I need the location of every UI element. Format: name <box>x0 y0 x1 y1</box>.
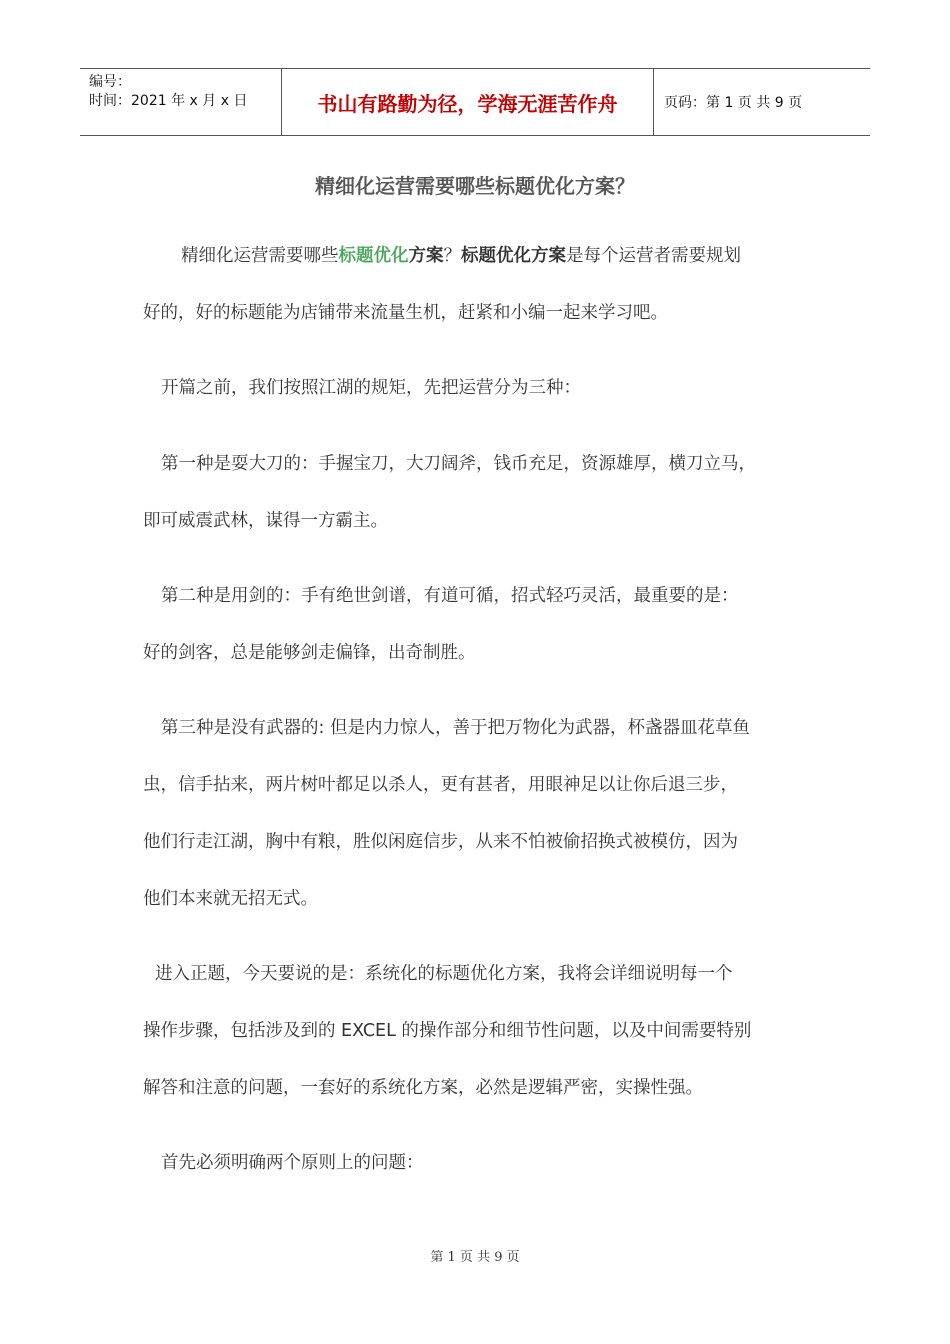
paragraph-3-line-1: 第一种是耍大刀的：手握宝刀，大刀阔斧，钱币充足，资源雄厚，横刀立马， <box>161 454 756 474</box>
document-body <box>143 236 815 1183</box>
text-run: ？ <box>443 246 461 266</box>
paragraph-5-line-1: 第三种是没有武器的: 但是内力惊人，善于把万物化为武器，杯盏器皿花草鱼 <box>161 718 750 738</box>
text-run: 是每个运营者需要规划 <box>566 246 741 266</box>
paragraph-4-line-1: 第二种是用剑的：手有绝世剑谱，有道可循，招式轻巧灵活，最重要的是： <box>161 586 739 606</box>
paragraph-2-line-1: 开篇之前，我们按照江湖的规矩，先把运营分为三种： <box>161 378 581 398</box>
paragraph-3-line-2: 即可威震武林，谋得一方霸主。 <box>143 511 388 531</box>
page-info-cell <box>654 69 870 135</box>
document-title: 精细化运营需要哪些标题优化方案？ <box>315 174 635 198</box>
motto-text: 书山有路勤为径，学海无涯苦作舟 <box>317 91 618 116</box>
paragraph-1-line-1 <box>143 236 815 276</box>
highlight-keyword-link[interactable]: 标题优化 <box>338 246 409 266</box>
time-label: 时间：2021 年 x 月 x 日 <box>89 93 248 109</box>
bold-keyword: 方案 <box>408 246 444 266</box>
paragraph-6-line-1: 进入正题，今天要说的是：系统化的标题优化方案，我将会详细说明每一个 <box>155 964 733 984</box>
paragraph-4-line-2: 好的剑客，总是能够剑走偏锋，出奇制胜。 <box>143 643 476 663</box>
paragraph-6-line-2: 操作步骤，包括涉及到的 EXCEL 的操作部分和细节性问题，以及中间需要特别 <box>143 1021 752 1041</box>
page-footer: 第 1 页 共 9 页 <box>430 1250 520 1265</box>
bold-keyword: 标题优化方案 <box>461 246 566 266</box>
paragraph-5-line-2: 虫，信手拈来，两片树叶都足以杀人，更有甚者，用眼神足以让你后退三步， <box>143 775 738 795</box>
paragraph-5-line-3: 他们行走江湖，胸中有粮，胜似闲庭信步，从来不怕被偷招换式被模仿，因为 <box>143 832 738 852</box>
number-label: 编号： <box>89 74 131 90</box>
paragraph-1-line-2: 好的，好的标题能为店铺带来流量生机，赶紧和小编一起来学习吧。 <box>143 303 668 323</box>
motto-cell <box>281 69 654 135</box>
page-info-text: 页码：第 1 页 共 9 页 <box>664 95 803 111</box>
header-left-cell <box>80 69 281 135</box>
text-run: 精细化运营需要哪些 <box>181 246 339 266</box>
paragraph-6-line-3: 解答和注意的问题，一套好的系统化方案，必然是逻辑严密，实操性强。 <box>143 1078 703 1098</box>
paragraph-7-line-1: 首先必须明确两个原则上的问题： <box>161 1153 424 1173</box>
paragraph-5-line-4: 他们本来就无招无式。 <box>143 889 318 909</box>
header-table <box>80 68 870 136</box>
